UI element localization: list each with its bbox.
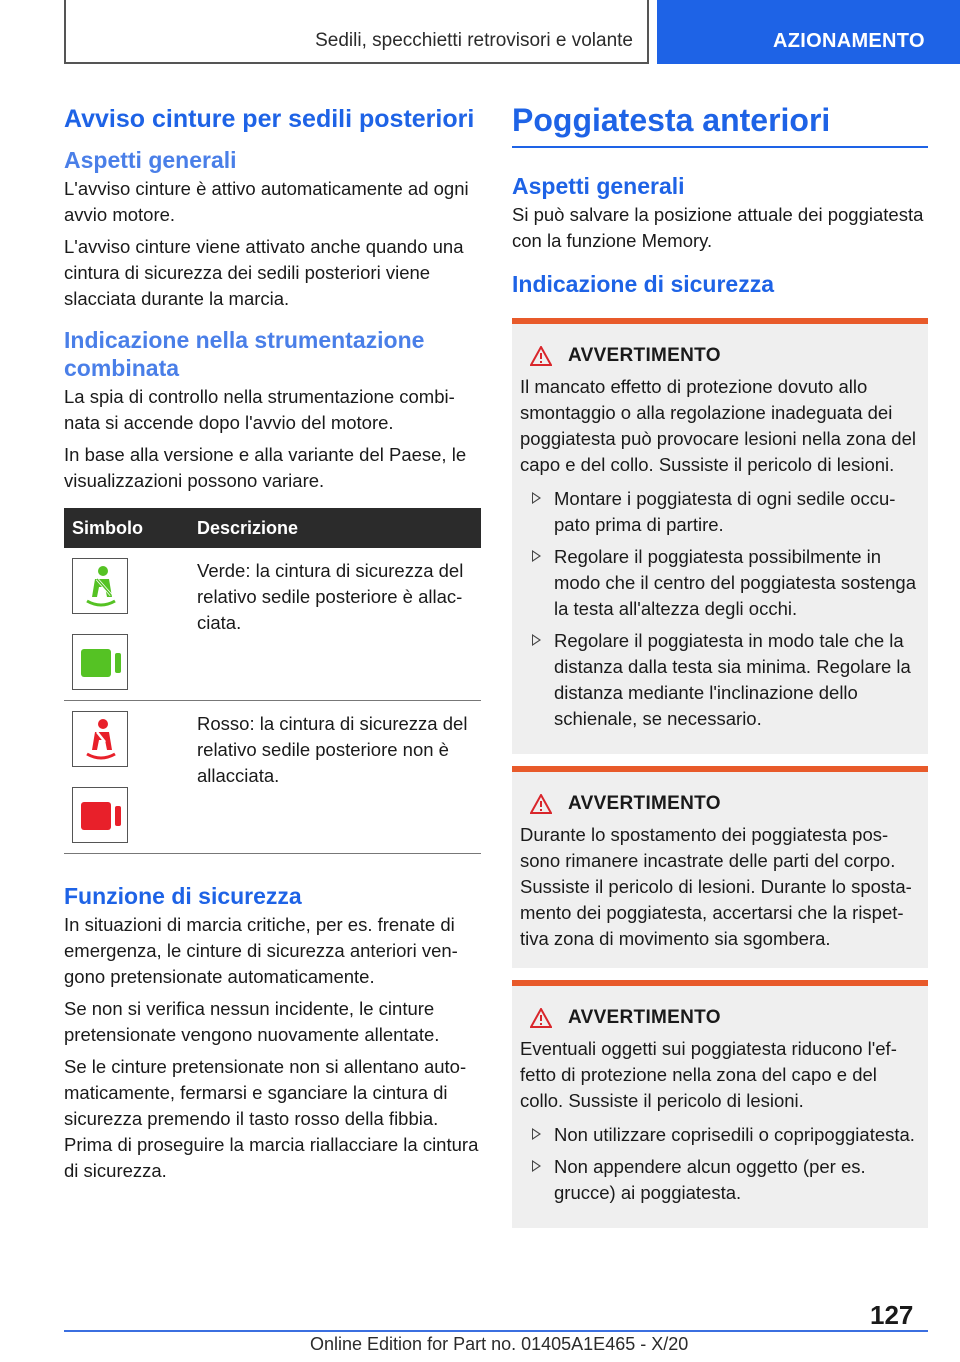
warning-box	[512, 766, 928, 968]
left-function-p3: Se le cinture pretensionate non si allentano automaticamente, fermarsi e sganciare la cintura di sicurezza premendo il tasto rosso della fibbia. Prima di proseguire la marcia riallacciare la cintura di sicurezza.	[64, 1056, 479, 1181]
symbol-cell	[64, 548, 189, 701]
table-row	[64, 701, 481, 854]
warning-triangle-icon	[530, 1008, 552, 1028]
header-section-title: Sedili, specchietti retrovisori e volante	[315, 30, 633, 51]
bullet-triangle-icon	[532, 550, 541, 562]
left-general-p2: L'avviso cinture viene attivato anche quando una cintura di sicurezza dei sedili posteriori viene slacciata durante la marcia.	[64, 236, 464, 309]
description-cell: Verde: la cintura di sicurezza del relativo sedile posteriore è allacciata.	[189, 548, 481, 701]
warning-text: Durante lo spostamento dei poggiatesta possono rimanere incastrate delle parti del corpo. Sussiste il pericolo di lesioni. Durante lo spostamento dei poggiatesta, accertarsi che la rispettiva zona di movimento sia sgombera.	[520, 824, 912, 949]
header-chapter-tab	[657, 0, 960, 64]
warning-box	[512, 980, 928, 1228]
header-chapter-title: AZIONAMENTO	[773, 30, 925, 52]
bullet-triangle-icon	[532, 634, 541, 646]
right-safety-heading: Indicazione di sicurezza	[512, 271, 775, 297]
rear-seat-indicator-icon	[72, 634, 128, 690]
right-column	[512, 100, 928, 1228]
left-column	[64, 100, 481, 1184]
bullet-triangle-icon	[532, 1160, 541, 1172]
warning-text: Eventuali oggetti sui poggiatesta riducono l'effetto di protezione nella zona del capo e del collo. Sussiste il pericolo di lesioni.	[520, 1038, 897, 1111]
list-item: Montare i poggiatesta di ogni sedile occupato prima di partire.	[520, 486, 920, 538]
warning-label: AVVERTIMENTO	[568, 793, 721, 814]
warning-label: AVVERTIMENTO	[568, 345, 721, 366]
right-section-title: Poggiatesta anteriori	[512, 100, 928, 148]
warning-text: Il mancato effetto di protezione dovuto allo smontaggio o alla regolazione inadeguata dei poggiatesta può provocare lesioni nella zona del capo e del collo. Sussiste il pericolo di lesioni.	[520, 376, 916, 475]
symbol-table	[64, 508, 481, 854]
table-header-symbol: Simbolo	[64, 508, 189, 548]
symbol-cell	[64, 701, 189, 854]
left-general-p1: L'avviso cinture è attivo automaticamente ad ogni avvio motore.	[64, 178, 469, 225]
seatbelt-unfastened-icon	[72, 711, 128, 767]
bullet-triangle-icon	[532, 492, 541, 504]
page-number: 127	[870, 1300, 914, 1330]
left-function-p2: Se non si verifica nessun incidente, le cinture pretensionate vengono nuovamente allentate.	[64, 998, 440, 1045]
left-section-title: Avviso cinture per sedili posteriori	[64, 105, 475, 133]
left-display-p2: In base alla versione e alla variante del Paese, le visualizzazioni possono variare.	[64, 444, 467, 491]
rear-seat-indicator-icon	[72, 787, 128, 843]
footer-edition: Online Edition for Part no. 01405A1E465 - X/20	[310, 1334, 689, 1354]
header-section-tab	[64, 0, 649, 64]
list-item: Regolare il poggiatesta in modo tale che la distanza dalla testa sia minima. Regolare la distanza mediante l'inclinazione dello schienale, se necessario.	[520, 628, 920, 732]
warning-triangle-icon	[530, 794, 552, 814]
left-display-p1: La spia di controllo nella strumentazione combinata si accende dopo l'avvio del motore.	[64, 386, 455, 433]
list-item: Non utilizzare coprisedili o copripoggiatesta.	[520, 1122, 920, 1148]
left-display-heading: Indicazione nella strumentazione combinata	[64, 327, 425, 381]
bullet-triangle-icon	[532, 1128, 541, 1140]
left-general-heading: Aspetti generali	[64, 147, 237, 173]
warning-label: AVVERTIMENTO	[568, 1007, 721, 1028]
table-header-description: Descrizione	[189, 508, 481, 548]
list-item: Regolare il poggiatesta possibilmente in modo che il centro del poggiatesta sostenga la testa all'altezza degli occhi.	[520, 544, 920, 622]
list-item: Non appendere alcun oggetto (per es. grucce) ai poggiatesta.	[520, 1154, 920, 1206]
warning-box	[512, 318, 928, 754]
warning-triangle-icon	[530, 346, 552, 366]
left-function-heading: Funzione di sicurezza	[64, 883, 302, 909]
right-general-heading: Aspetti generali	[512, 173, 685, 199]
table-row	[64, 548, 481, 701]
description-cell: Rosso: la cintura di sicurezza del relativo sedile posteriore non è allacciata.	[189, 701, 481, 854]
footer-divider	[64, 1330, 928, 1332]
left-function-p1: In situazioni di marcia critiche, per es. frenate di emergenza, le cinture di sicurezza anteriori vengono pretensionate automaticamente.	[64, 914, 458, 987]
seatbelt-fastened-icon	[72, 558, 128, 614]
right-general-p1: Si può salvare la posizione attuale dei poggiatesta con la funzione Memory.	[512, 204, 924, 251]
